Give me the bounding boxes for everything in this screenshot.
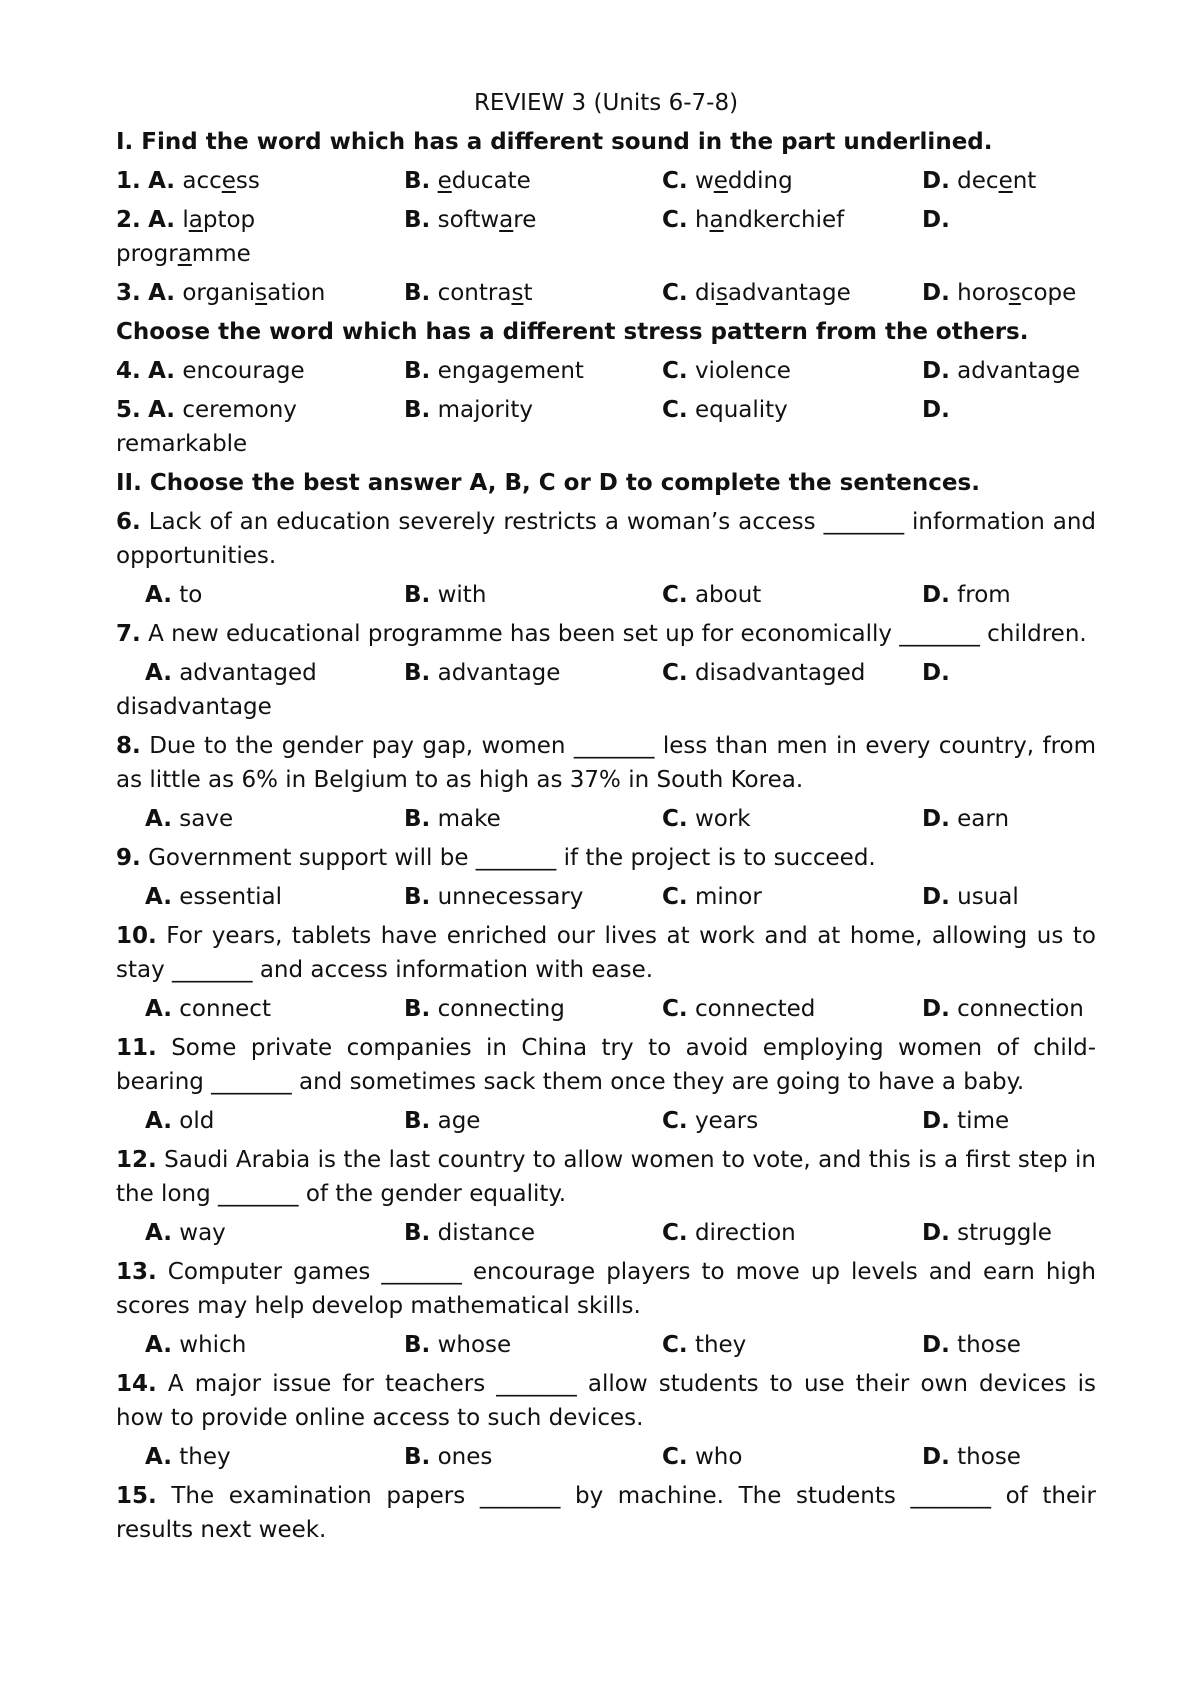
question-stem: 13. Computer games _______ encourage players to move up levels and earn high scores may help develop mathematical skills. <box>116 1259 1096 1319</box>
answer-options: A. connect B. connecting C. connected D. connection <box>145 996 1084 1022</box>
question-row: 1. A. access B. educate C. wedding D. decent <box>116 168 1037 194</box>
worksheet <box>116 86 1096 1552</box>
option-continuation: remarkable <box>116 431 248 457</box>
answer-options: A. old B. age C. years D. time <box>145 1108 1010 1134</box>
question-stem: 9. Government support will be _______ if the project is to succeed. <box>116 845 876 871</box>
question-stem: 11. Some private companies in China try to avoid employing women of child-bearing _______ and sometimes sack them once they are going to have a baby. <box>116 1035 1097 1095</box>
question-stem: 6. Lack of an education severely restricts a woman’s access _______ information and opportunities. <box>116 509 1097 569</box>
question-stem: 15. The examination papers _______ by machine. The students _______ of their results next week. <box>116 1483 1096 1543</box>
question-row: 3. A. organisation B. contrast C. disadvantage D. horoscope <box>116 280 1077 306</box>
question-stem: 7. A new educational programme has been set up for economically _______ children. <box>116 621 1087 647</box>
page-title: REVIEW 3 (Units 6-7-8) <box>473 90 739 116</box>
question-stem: 10. For years, tablets have enriched our lives at work and at home, allowing us to stay _______ and access information with ease. <box>116 923 1096 983</box>
answer-options: A. way B. distance C. direction D. struggle <box>145 1220 1052 1246</box>
section-heading: Choose the word which has a different stress pattern from the others. <box>116 319 1029 345</box>
answer-options: A. to B. with C. about D. from <box>145 582 1011 608</box>
option-continuation: disadvantage <box>116 694 272 720</box>
question-row: 4. A. encourage B. engagement C. violence D. advantage <box>116 358 1080 384</box>
answer-options: A. save B. make C. work D. earn <box>145 806 1010 832</box>
answer-options: A. they B. ones C. who D. those <box>145 1444 1021 1470</box>
question-row: 2. A. laptop B. software C. handkerchief D. <box>116 207 950 233</box>
answer-options: A. advantaged B. advantage C. disadvantaged D. <box>145 660 950 686</box>
section-heading: I. Find the word which has a different sound in the part underlined. <box>116 129 993 155</box>
question-stem: 8. Due to the gender pay gap, women _______ less than men in every country, from as little as 6% in Belgium to as high as 37% in South Korea. <box>116 733 1097 793</box>
answer-options: A. essential B. unnecessary C. minor D. usual <box>145 884 1019 910</box>
question-row: 5. A. ceremony B. majority C. equality D. <box>116 397 950 423</box>
question-stem: 12. Saudi Arabia is the last country to allow women to vote, and this is a first step in the long _______ of the gender equality. <box>116 1147 1096 1207</box>
answer-options: A. which B. whose C. they D. those <box>145 1332 1021 1358</box>
section-heading: II. Choose the best answer A, B, C or D to complete the sentences. <box>116 470 980 496</box>
question-stem: 14. A major issue for teachers _______ allow students to use their own devices is how to provide online access to such devices. <box>116 1371 1096 1431</box>
option-continuation: programme <box>116 241 251 267</box>
